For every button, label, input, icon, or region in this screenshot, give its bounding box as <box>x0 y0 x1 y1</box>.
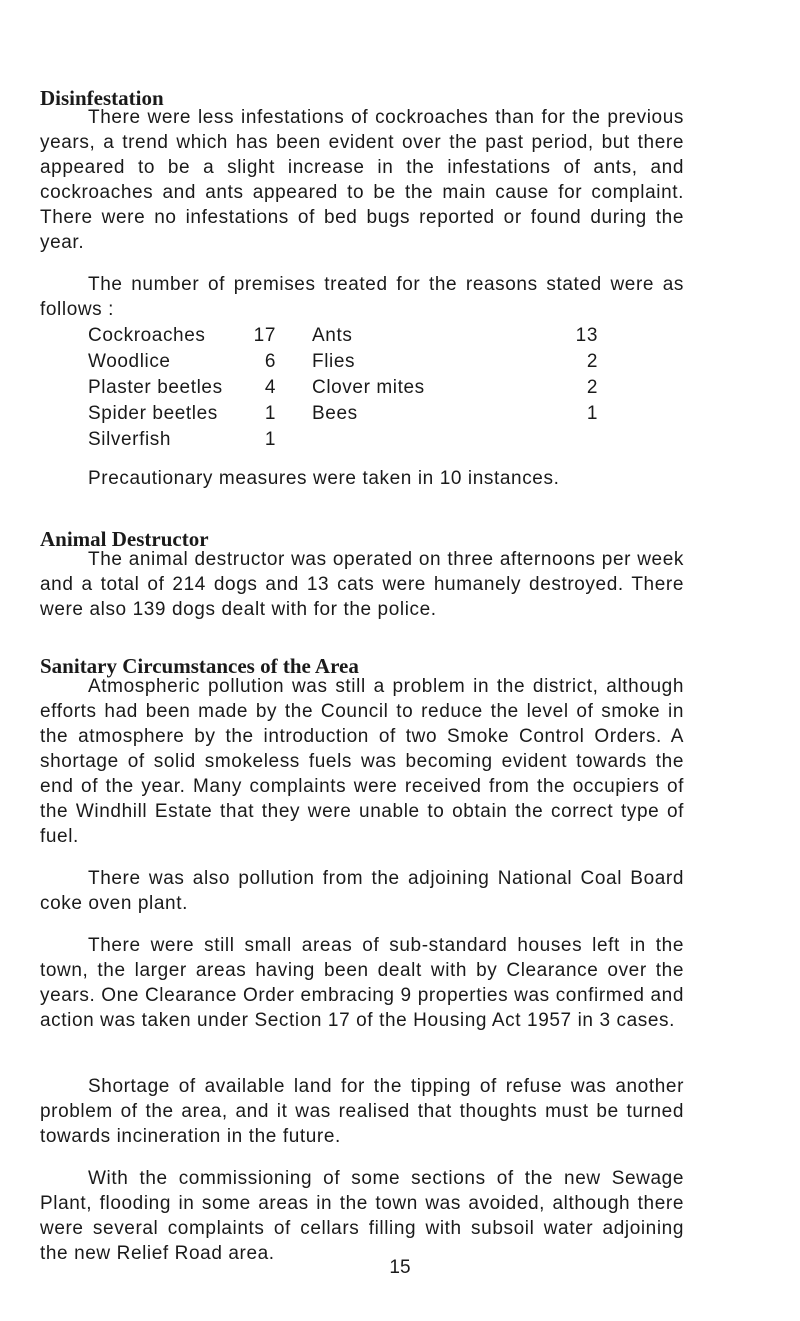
disinfestation-paragraph-2: The number of premises treated for the reasons stated were as follows : <box>40 274 684 320</box>
sanitary-paragraph-1: Atmospheric pollution was still a problem in the district, although efforts had been made by the Council to reduce the level of smoke in the atmosphere by the introduction of two Smoke Control Orders. A shortage of solid smokeless fuels was becoming evident towards the end of the year. Many complaints were received from the occupiers of the Windhill Estate that they were unable to obtain the correct type of fuel. <box>40 676 684 847</box>
pest-name: Ants <box>312 325 353 346</box>
animal-destructor-paragraph: The animal destructor was operated on three afternoons per week and a total of 214 dogs and 13 cats were humanely destroyed. There were also 139 dogs dealt with for the police. <box>40 549 684 620</box>
table-row <box>88 325 648 351</box>
pest-count: 17 <box>253 325 276 346</box>
pest-count: 2 <box>586 351 598 372</box>
pest-name: Clover mites <box>312 377 425 398</box>
pest-count: 2 <box>586 377 598 398</box>
pest-name: Spider beetles <box>88 403 218 424</box>
table-row <box>88 377 648 403</box>
pest-name: Silverfish <box>88 429 172 450</box>
animal-destructor-heading: Animal Destructor <box>40 527 209 551</box>
disinfestation-paragraph-1: There were less infestations of cockroaches than for the previous years, a trend which has been evident over the past period, but there appeared to be a slight increase in the infestations of ants, and cockroaches and ants appeared to be the main cause for complaint. There were no infestations of bed bugs reported or found during the year. <box>40 107 684 253</box>
pest-name: Flies <box>312 351 356 372</box>
pest-name: Plaster beetles <box>88 377 223 398</box>
table-row <box>88 429 648 455</box>
sanitary-paragraph-2: There was also pollution from the adjoining National Coal Board coke oven plant. <box>40 868 684 914</box>
disinfestation-paragraph-3: Precautionary measures were taken in 10 instances. <box>88 468 560 489</box>
pest-name: Cockroaches <box>88 325 206 346</box>
table-row <box>88 351 648 377</box>
sanitary-paragraph-3: There were still small areas of sub-standard houses left in the town, the larger areas having been dealt with by Clearance over the years. One Clearance Order embracing 9 properties was confirmed and action was taken under Section 17 of the Housing Act 1957 in 3 cases. <box>40 935 684 1031</box>
table-row <box>88 403 648 429</box>
pest-count: 1 <box>264 429 276 450</box>
premises-treated-table <box>88 325 648 455</box>
pest-count: 6 <box>264 351 276 372</box>
pest-name: Bees <box>312 403 358 424</box>
pest-count: 1 <box>264 403 276 424</box>
sanitary-paragraph-4: Shortage of available land for the tipping of refuse was another problem of the area, and it was realised that thoughts must be turned towards incineration in the future. <box>40 1076 684 1147</box>
sanitary-circumstances-heading: Sanitary Circumstances of the Area <box>40 654 359 678</box>
pest-count: 13 <box>575 325 598 346</box>
page-number: 15 <box>389 1257 411 1278</box>
pest-count: 1 <box>586 403 598 424</box>
sanitary-paragraph-5: With the commissioning of some sections of the new Sewage Plant, flooding in some areas in the town was avoided, although there were several complaints of cellars filling with subsoil water adjoining the new Relief Road area. <box>40 1168 684 1264</box>
disinfestation-heading: Disinfestation <box>40 86 164 110</box>
pest-count: 4 <box>264 377 276 398</box>
pest-name: Woodlice <box>88 351 171 372</box>
